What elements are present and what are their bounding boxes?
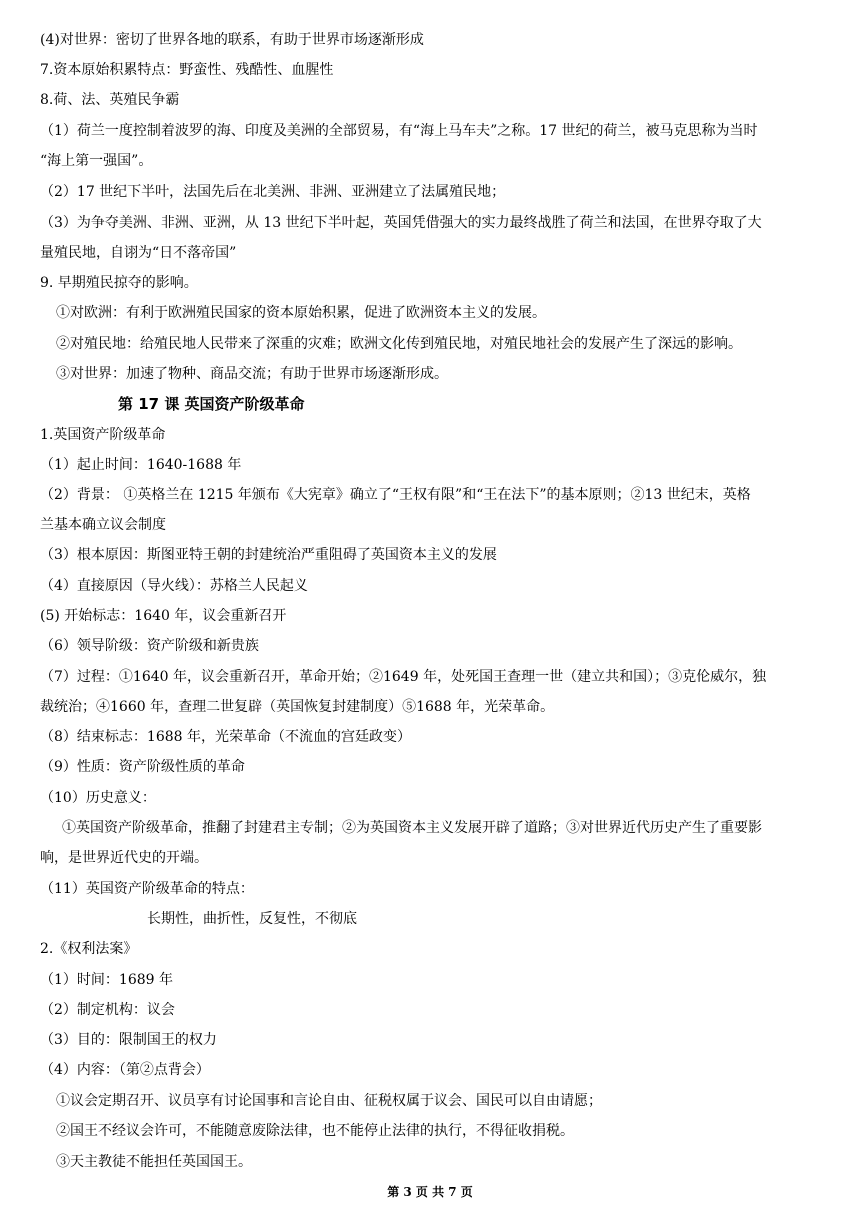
text-line: （2）17 世纪下半叶，法国先后在北美洲、非洲、亚洲建立了法属殖民地； <box>40 184 506 200</box>
text-line: （9）性质：资产阶级性质的革命 <box>40 759 245 775</box>
text-line: （2）制定机构：议会 <box>40 1002 175 1018</box>
text-line: （8）结束标志：1688 年，光荣革命（不流血的宫廷政变） <box>40 729 411 745</box>
text-line: (5) 开始标志：1640 年，议会重新召开 <box>40 608 287 624</box>
text-line: （6）领导阶级：资产阶级和新贵族 <box>40 638 259 654</box>
lesson-heading: 第 17 课 英国资产阶级革命 <box>118 395 305 413</box>
text-line: （1）时间：1689 年 <box>40 972 173 988</box>
text-line: （7）过程：①1640 年，议会重新召开，革命开始；②1649 年，处死国王查理一世（建立共和国）；③克伦威尔，独 <box>40 669 767 685</box>
text-line: 响，是世界近代史的开端。 <box>40 850 208 866</box>
text-line: 长期性，曲折性，反复性，不彻底 <box>147 911 357 927</box>
text-line: （3）目的：限制国王的权力 <box>40 1032 217 1048</box>
text-line: （3）为争夺美洲、非洲、亚洲，从 13 世纪下半叶起，英国凭借强大的实力最终战胜了荷兰和法国，在世界夺取了大 <box>40 215 762 231</box>
text-line: ③天主教徒不能担任英国国王。 <box>56 1154 252 1170</box>
text-line: 裁统治；④1660 年，查理二世复辟（英国恢复封建制度）⑤1688 年，光荣革命。 <box>40 699 555 715</box>
text-line: ②国王不经议会许可，不能随意废除法律，也不能停止法律的执行，不得征收捐税。 <box>56 1123 574 1139</box>
text-line: “海上第一强国”。 <box>40 153 153 169</box>
text-line: ①对欧洲：有利于欧洲殖民国家的资本原始积累，促进了欧洲资本主义的发展。 <box>56 305 546 321</box>
text-line: （4）直接原因（导火线）：苏格兰人民起义 <box>40 578 308 594</box>
text-line: ①英国资产阶级革命，推翻了封建君主专制；②为英国资本主义发展开辟了道路；③对世界近代历史产生了重要影 <box>62 820 762 836</box>
text-line: 8.荷、法、英殖民争霸 <box>40 92 180 108</box>
text-line: （2）背景： ①英格兰在 1215 年颁布《大宪章》确立了“王权有限”和“王在法下”的基本原则；②13 世纪末，英格 <box>40 487 751 503</box>
text-line: ①议会定期召开、议员享有讨论国事和言论自由、征税权属于议会、国民可以自由请愿； <box>56 1093 602 1109</box>
text-line: 2.《权利法案》 <box>40 941 138 957</box>
text-line: 量殖民地，自诩为“日不落帝国” <box>40 245 237 261</box>
text-line: 9. 早期殖民掠夺的影响。 <box>40 275 198 291</box>
text-line: 1.英国资产阶级革命 <box>40 427 166 443</box>
text-line: （3）根本原因：斯图亚特王朝的封建统治严重阻碍了英国资本主义的发展 <box>40 547 497 563</box>
text-line: 7.资本原始积累特点：野蛮性、残酷性、血腥性 <box>40 62 334 78</box>
text-line: ②对殖民地：给殖民地人民带来了深重的灾难；欧洲文化传到殖民地，对殖民地社会的发展产生了深远的影响。 <box>56 336 742 352</box>
text-line: （11）英国资产阶级革命的特点： <box>40 881 254 897</box>
text-line: （1）起止时间：1640-1688 年 <box>40 457 242 473</box>
text-line: 兰基本确立议会制度 <box>40 517 166 533</box>
text-line: （1）荷兰一度控制着波罗的海、印度及美洲的全部贸易，有“海上马车夫”之称。17 世纪的荷兰，被马克思称为当时 <box>40 123 758 139</box>
text-line: ③对世界：加速了物种、商品交流；有助于世界市场逐渐形成。 <box>56 366 448 382</box>
page-footer: 第 3 页 共 7 页 <box>387 1185 473 1199</box>
text-line: (4)对世界：密切了世界各地的联系，有助于世界市场逐渐形成 <box>40 32 424 48</box>
text-line: （4）内容：（第②点背会） <box>40 1062 210 1078</box>
text-line: （10）历史意义： <box>40 790 156 806</box>
